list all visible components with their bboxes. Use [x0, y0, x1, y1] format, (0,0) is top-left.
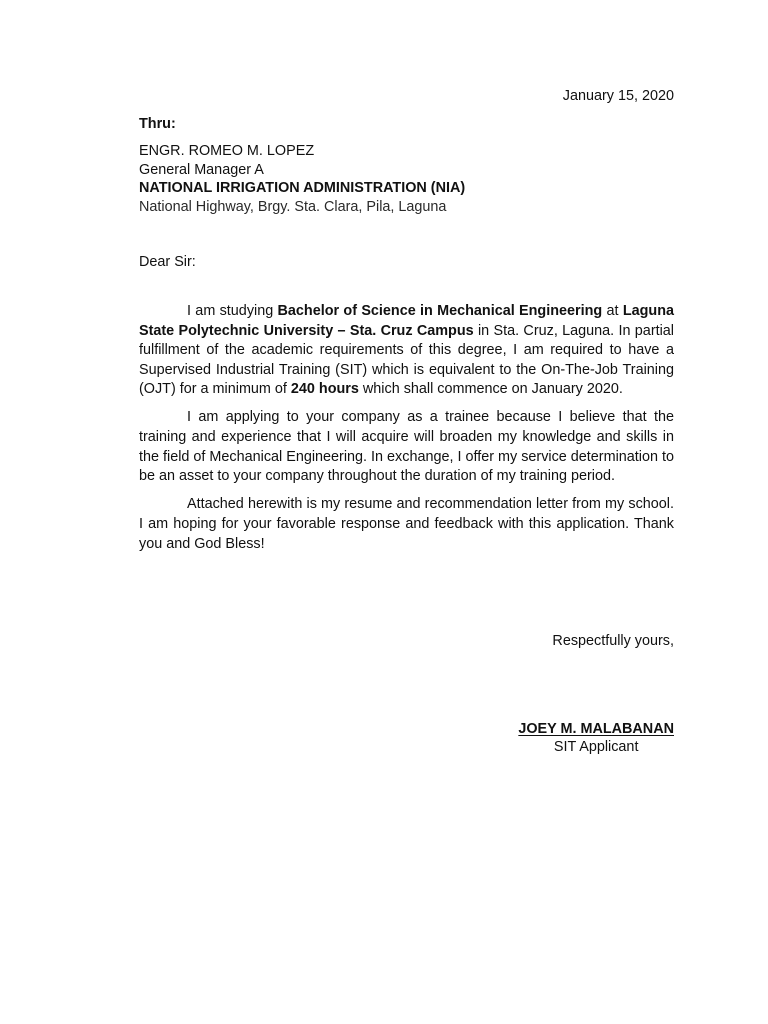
recipient-title: General Manager A: [139, 161, 264, 178]
paragraph-1-text-2: at: [602, 303, 623, 319]
closing: Respectfully yours,: [552, 633, 674, 649]
required-hours: 240 hours: [290, 381, 359, 398]
recipient-block: [139, 142, 465, 216]
recipient-name: ENGR. ROMEO M. LOPEZ: [139, 143, 315, 159]
signature-block: [518, 720, 674, 756]
degree-name: Bachelor of Science in Mechanical Engineering: [277, 303, 603, 319]
salutation: Dear Sir:: [139, 254, 196, 270]
letter-date: January 15, 2020: [562, 88, 674, 104]
paragraph-3: Attached herewith is my resume and recommendation letter from my school. I am hoping for your favorable response and feedback with this application. Thank you and God Bless!: [139, 496, 674, 552]
university-name: Laguna State Polytechnic University – Sta. Cruz Campus: [139, 303, 674, 339]
paragraph-1: [139, 302, 674, 400]
paragraph-2: I am applying to your company as a trainee because I believe that the training and experience that I will acquire will broaden my knowledge and skills in the field of Mechanical Engineering. In exchange, I offer my service determination to be an asset to your company throughout the duration of my training period.: [139, 409, 674, 485]
paragraph-1-text-3: in Sta. Cruz, Laguna. In partial fulfillment of the academic requirements of this degree, I am required to have a Supervised Industrial Training (SIT) which is equivalent to the On-The-Job Training (OJT) for a minimum of: [139, 322, 675, 398]
recipient-address: National Highway, Brgy. Sta. Clara, Pila, Laguna: [139, 198, 447, 215]
signatory-role: SIT Applicant: [553, 739, 639, 755]
recipient-organization: NATIONAL IRRIGATION ADMINISTRATION (NIA): [139, 180, 466, 197]
paragraph-1-text-4: which shall commence on January 2020.: [358, 381, 623, 398]
thru-label: Thru:: [139, 116, 176, 132]
letter-body: [139, 302, 674, 563]
paragraph-1-text-1: I am studying: [187, 303, 278, 319]
signatory-name: JOEY M. MALABANAN: [518, 721, 674, 737]
